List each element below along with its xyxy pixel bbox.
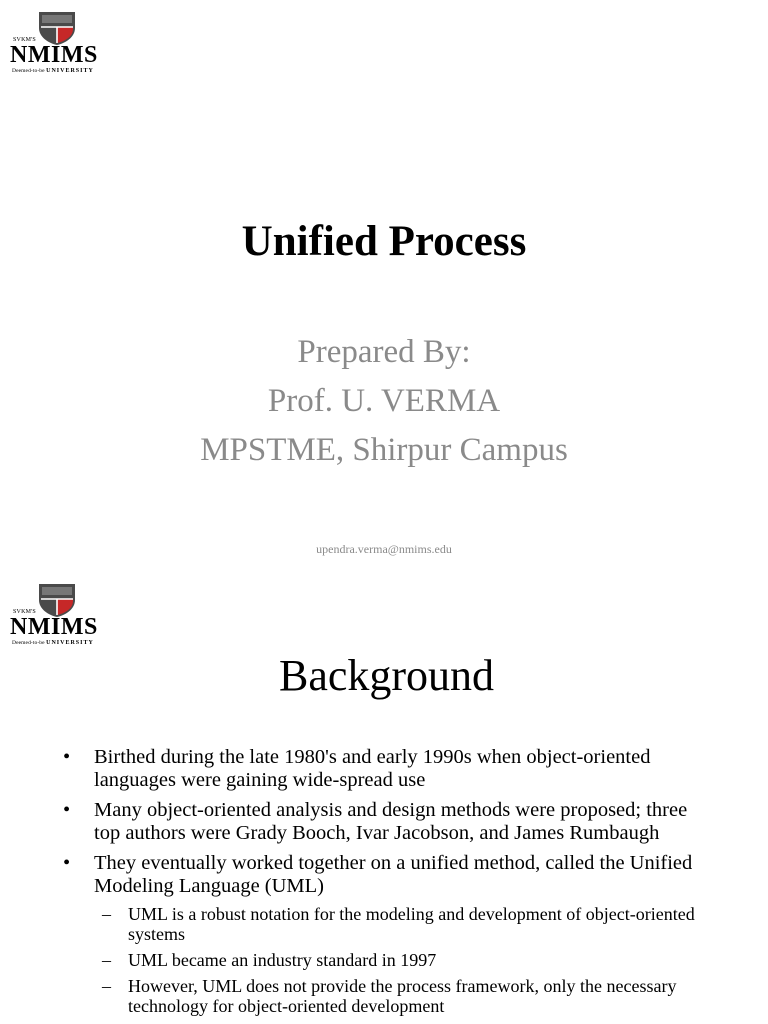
sub-bullet-dash: – (102, 950, 111, 970)
logo-prefix: SVKM'S (13, 37, 36, 43)
logo-tagline-prefix: Deemed-to-be (12, 68, 45, 74)
bullet-text: They eventually worked together on a unified method, called the Unified Modeling Language (UML) (94, 852, 693, 897)
logo-name: NMIMS (10, 42, 98, 68)
nmims-logo (0, 0, 115, 84)
logo-tagline (12, 640, 94, 646)
logo-tagline-prefix: Deemed-to-be (12, 640, 45, 646)
bullet-list (62, 746, 702, 1023)
bullet-text: Many object-oriented analysis and design methods were proposed; three top authors were Grady Booch, Ivar Jacobson, and James Rumbaugh (94, 799, 688, 844)
sub-bullet-item (94, 904, 702, 944)
prepared-by: Prepared By: (297, 334, 471, 370)
slide-title: Unified Process (241, 218, 527, 265)
sub-bullet-text: However, UML does not provide the process framework, only the necessary technology for object-oriented development (128, 976, 677, 1016)
sub-bullet-list (94, 904, 702, 1016)
footer-email: upendra.verma@nmims.edu (316, 542, 452, 556)
sub-bullet-item (94, 976, 702, 1016)
sub-bullet-dash: – (102, 904, 111, 924)
bullet-dot: • (63, 746, 71, 768)
bullet-item (62, 746, 702, 792)
logo-tagline-main: UNIVERSITY (46, 68, 94, 74)
sub-bullet-dash: – (102, 976, 111, 996)
sub-bullet-text: UML became an industry standard in 1997 (128, 950, 437, 970)
slide-title: Background (278, 651, 495, 700)
nmims-logo (0, 572, 115, 656)
institute-name: MPSTME, Shirpur Campus (200, 432, 568, 468)
author-name: Prof. U. VERMA (267, 383, 501, 419)
sub-bullet-item (94, 950, 702, 970)
bullet-text: Birthed during the late 1980's and early 1990s when object-oriented languages were gaining wide-spread use (94, 746, 651, 791)
logo-prefix: SVKM'S (13, 609, 36, 615)
bullet-item (62, 799, 702, 845)
bullet-dot: • (63, 799, 71, 821)
sub-bullet-text: UML is a robust notation for the modeling and development of object-oriented systems (128, 904, 695, 944)
background-slide (0, 572, 768, 1024)
bullet-dot: • (63, 852, 71, 874)
logo-name: NMIMS (10, 614, 98, 640)
logo-tagline-main: UNIVERSITY (46, 640, 94, 646)
bullet-item (62, 852, 702, 1016)
logo-tagline (12, 68, 94, 74)
